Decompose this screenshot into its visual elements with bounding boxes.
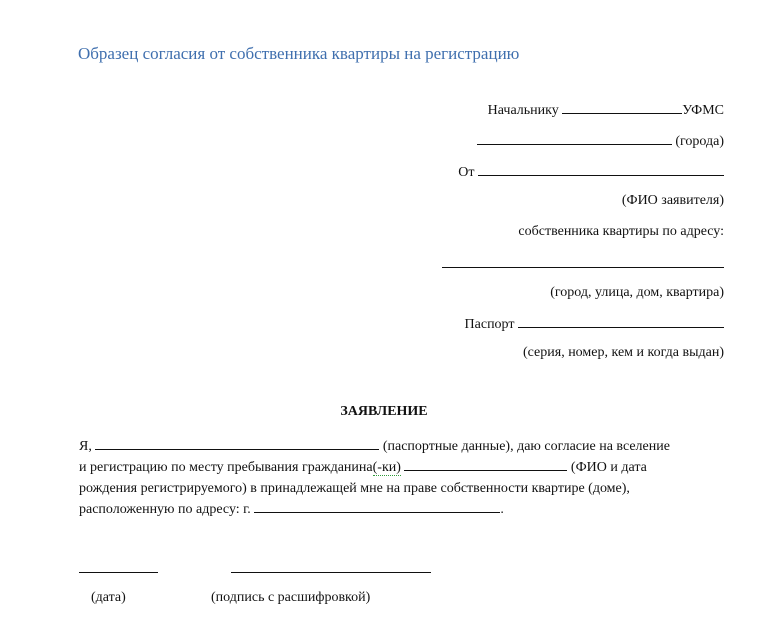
date-caption: (дата) [91,590,126,605]
address-caption: (город, улица, дом, квартира) [550,285,724,300]
blank-field[interactable] [478,163,724,176]
blank-field[interactable] [404,458,567,471]
owner-address-label: собственника квартиры по адресу: [518,224,724,239]
blank-field[interactable] [442,255,724,268]
addressee-suffix: УФМС [682,103,724,118]
document-title: Образец согласия от собственника квартиры на регистрацию [78,44,520,63]
blank-field[interactable] [254,500,500,513]
addressee-line-2 [477,132,724,150]
addressee-line-6 [442,255,724,273]
blank-field[interactable] [518,315,724,328]
statement-line-2 [79,457,725,478]
blank-field[interactable] [95,437,379,450]
applicant-caption: (ФИО заявителя) [621,193,724,208]
passport-caption: (серия, номер, кем и когда выдан) [523,345,724,360]
statement-text: расположенную по адресу: г. [79,502,251,517]
statement-text: (ФИО и дата [570,460,647,475]
signature-caption: (подпись с расшифровкой) [211,590,371,605]
addressee-line-8 [465,315,724,333]
city-caption: (города) [675,134,724,149]
blank-field[interactable] [477,132,672,145]
statement-body [79,436,725,520]
addressee-line-3 [458,163,724,181]
statement-text: . [500,502,504,517]
statement-line-1 [79,436,725,457]
statement-line-4 [79,499,725,520]
from-label: От [458,165,475,180]
addressee-prefix: Начальнику [487,103,559,118]
date-line[interactable] [79,572,158,573]
blank-field[interactable] [562,101,682,114]
statement-text: (паспортные данные), даю согласие на вселение [382,439,670,454]
statement-heading: ЗАЯВЛЕНИЕ [340,404,428,419]
statement-text: и регистрацию по месту пребывания гражданина [79,460,373,475]
statement-text: Я, [79,439,92,454]
statement-text: (-ки) [372,460,401,475]
signature-line[interactable] [231,572,431,573]
addressee-line-1 [488,101,724,119]
passport-label: Паспорт [464,317,515,332]
statement-line-3: рождения регистрируемого) в принадлежащей мне на праве собственности квартире (доме), [79,481,630,496]
